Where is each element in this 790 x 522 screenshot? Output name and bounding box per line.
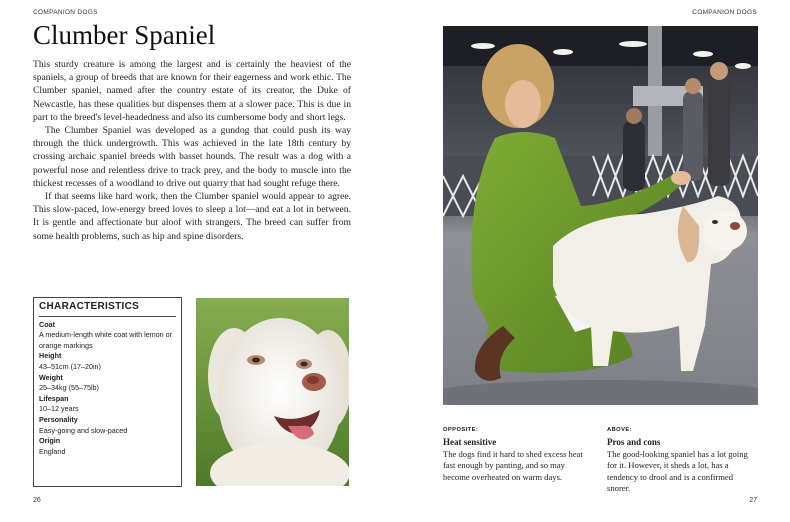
caption-text: The dogs find it hard to shed excess heat fast enough by panting, and so may become overheated on warm days.: [443, 448, 583, 482]
personality-label: Personality: [39, 414, 78, 424]
personality-value: Easy-going and slow-paced: [39, 425, 128, 435]
caption-kicker: ABOVE:: [607, 427, 632, 433]
weight-value: 25–34kg (55–75lb): [39, 383, 99, 393]
origin-value: England: [39, 446, 66, 456]
lifespan-value: 10–12 years: [39, 404, 79, 414]
coat-value: A medium-length white coat with lemon or orange markings: [39, 330, 173, 350]
caption-kicker: OPPOSITE:: [443, 427, 479, 433]
body-paragraph: The Clumber Spaniel was developed as a gundog that could push its way through the thick undergrowth. This was achieved in the late 18th century by crossing archaic spaniel breeds with basset hounds. The result was a dog with a powerful nose and relentless drive to track prey, and the body to muscle into the thickest recesses of a woodland to drive out quarry that had sought refuge there.: [33, 125, 351, 189]
body-paragraph: If that seems like hard work, then the Clumber spaniel would appear to agree. This slow-paced, low-energy breed loves to sleep a lot—and eat a lot in between. It is gentle and affectionate but aloof with strangers. The breed can suffer from some health problems, such as hip and spine disorders.: [33, 191, 351, 242]
running-head-left: COMPANION DOGS: [33, 9, 98, 16]
dog-show-photo: [443, 26, 758, 405]
body-paragraph: This sturdy creature is among the largest and is certainly the heaviest of the spaniels, a group of breeds that are known for their eagerness and work ethic. The Clumber spaniel, named after the country estate of its creator, the Duke of Newcastle, has these qualities but dispenses them at a slower pace. This is due in part to the breed's level-headedness and also its cumbersome body and short legs.: [33, 59, 351, 123]
caption-opposite: [443, 425, 589, 483]
body-text: [33, 58, 351, 243]
caption-above: [607, 425, 753, 494]
article-title: Clumber Spaniel: [33, 20, 216, 50]
caption-heading: Heat sensitive: [443, 437, 497, 448]
height-value: 43–51cm (17–20in): [39, 361, 101, 371]
caption-heading: Pros and cons: [607, 437, 661, 448]
lifespan-label: Lifespan: [39, 393, 69, 403]
characteristics-box: [33, 297, 182, 487]
page-number-right: 27: [749, 497, 757, 504]
running-head-right: COMPANION DOGS: [692, 9, 757, 16]
weight-label: Weight: [39, 372, 63, 382]
page-number-left: 26: [33, 497, 41, 504]
coat-label: Coat: [39, 319, 55, 329]
dog-headshot-photo: [196, 298, 349, 486]
origin-label: Origin: [39, 436, 61, 446]
characteristics-title: CHARACTERISTICS: [39, 302, 176, 317]
height-label: Height: [39, 351, 62, 361]
caption-text: The good-looking spaniel has a lot going for it. However, it sheds a lot, has a tendency to drool and is a confirmed snorer.: [607, 448, 748, 494]
right-page: [395, 0, 790, 522]
